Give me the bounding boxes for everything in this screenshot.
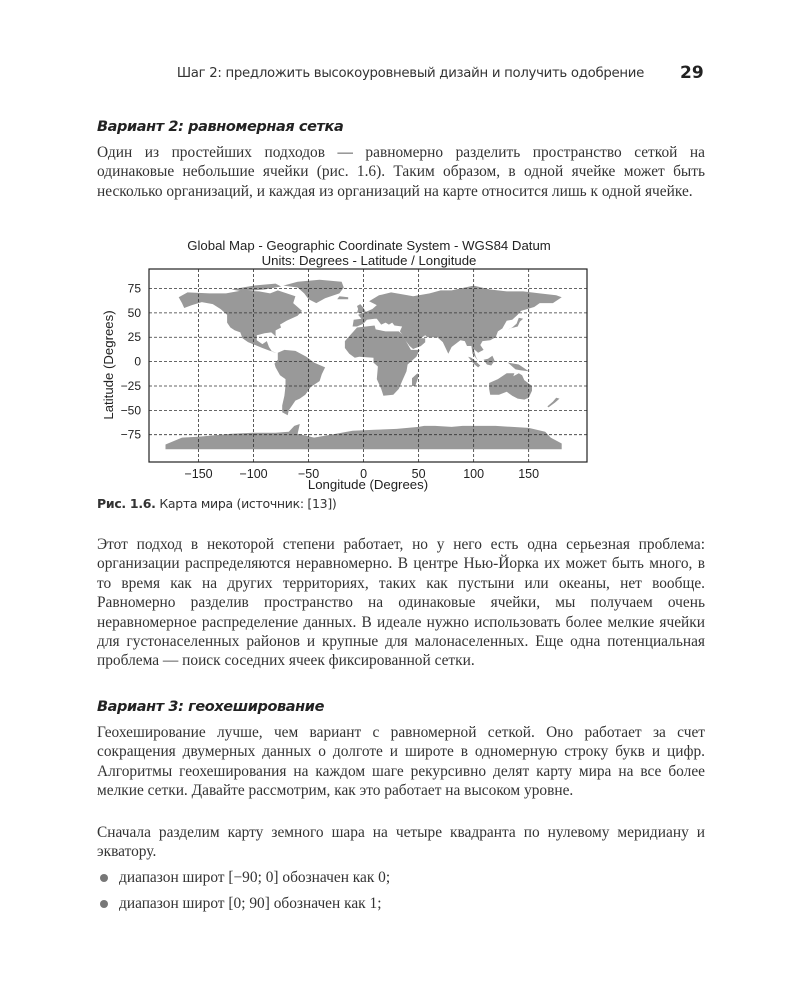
x-tick-label: 50	[411, 467, 426, 481]
landmass-australia	[489, 373, 532, 399]
y-tick-label: −25	[120, 378, 141, 393]
y-tick-label: −75	[120, 427, 141, 442]
landmass-iceland	[337, 296, 348, 299]
paragraph-geohash-intro: Геохеширование лучше, чем вариант с равномерной сеткой. Оно работает за счет сокращения двумерных данных о долготе и широте в одномерную строку букв и цифр. Алгоритмы геохеширования на каждом шаге рекурсивно делят карту мира на все более мелкие сетки. Давайте рассмотрим, как это работает на высоком уровне.	[97, 724, 705, 800]
paragraph-grid-intro: Один из простейших подходов — равномерно разделить пространство сеткой на одинаковые небольшие ячейки (рис. 1.6). Таким образом, в одной ячейке может быть несколько организаций, и каждая из организаций на карте относится лишь к одной ячейке.	[97, 144, 705, 200]
figure-world-map	[97, 235, 607, 510]
chart-subtitle: Units: Degrees - Latitude / Longitude	[261, 253, 477, 268]
landmass-north-america	[179, 290, 302, 352]
landmass-arctic-islands	[232, 284, 282, 292]
world-map-chart	[97, 235, 607, 495]
bullet-icon	[100, 874, 108, 882]
y-tick-label: −50	[120, 403, 141, 418]
list-item-text: диапазон широт [0; 90] обозначен как 1;	[119, 895, 382, 912]
section-heading-geohash: Вариант 3: геохеширование	[97, 699, 324, 715]
x-axis-label: Longitude (Degrees)	[307, 477, 429, 492]
landmass-south-america	[275, 350, 326, 415]
landmass-borneo	[484, 356, 495, 366]
landmass-madagascar	[412, 373, 419, 386]
paragraph-quadrants: Сначала разделим карту земного шара на четыре квадранта по нулевому меридиану и экватору.	[97, 824, 705, 861]
x-tick-label: −100	[239, 467, 268, 481]
caption-label: Рис. 1.6.	[97, 496, 156, 511]
list-item-text: диапазон широт [−90; 0] обозначен как 0;	[119, 869, 391, 886]
y-axis-label: Latitude (Degrees)	[101, 310, 116, 420]
figure-caption	[97, 496, 336, 511]
list-item	[97, 894, 707, 920]
y-tick-label: 25	[127, 330, 141, 345]
x-tick-label: 100	[463, 467, 485, 481]
x-tick-label: −150	[184, 467, 213, 481]
y-tick-labels	[121, 281, 142, 441]
x-tick-label: 150	[518, 467, 540, 481]
list-item	[97, 868, 707, 894]
landmass-british-isles	[357, 304, 366, 313]
y-tick-label: 50	[127, 305, 141, 320]
y-tick-label: 0	[134, 354, 141, 369]
running-title: Шаг 2: предложить высокоуровневый дизайн и получить одобрение	[176, 66, 644, 81]
landmass-new-guinea	[508, 363, 529, 372]
x-tick-label: −50	[297, 467, 320, 481]
landmass-new-zealand	[547, 398, 559, 408]
bullet-list	[97, 868, 707, 920]
running-head	[0, 64, 800, 86]
bullet-icon	[100, 900, 108, 908]
paragraph-grid-problem: Этот подход в некоторой степени работает, но у него есть одна серьезная проблема: организации распределяются неравномерно. В центре Нью-Йорка их может быть много, в то время как на других территориях, таких как пустыни или океаны, нет вообще. Равномерно разделив пространство на одинаковые ячейки, мы получаем очень неравномерное распределение данных. В идеале нужно использовать более мелкие ячейки для густонаселенных районов и крупные для малонаселенных. Еще одна потенциальная проблема — поиск соседних ячеек фиксированной сетки.	[97, 536, 705, 670]
chart-title: Global Map - Geographic Coordinate System - WGS84 Datum	[187, 238, 551, 253]
caption-text: Карта мира (источник: [13])	[159, 496, 337, 511]
y-tick-label: 75	[127, 281, 141, 296]
section-heading-grid: Вариант 2: равномерная сетка	[97, 119, 344, 135]
x-tick-label: 0	[360, 467, 368, 481]
landmass-sumatra	[468, 357, 480, 368]
page-number: 29	[680, 63, 704, 83]
